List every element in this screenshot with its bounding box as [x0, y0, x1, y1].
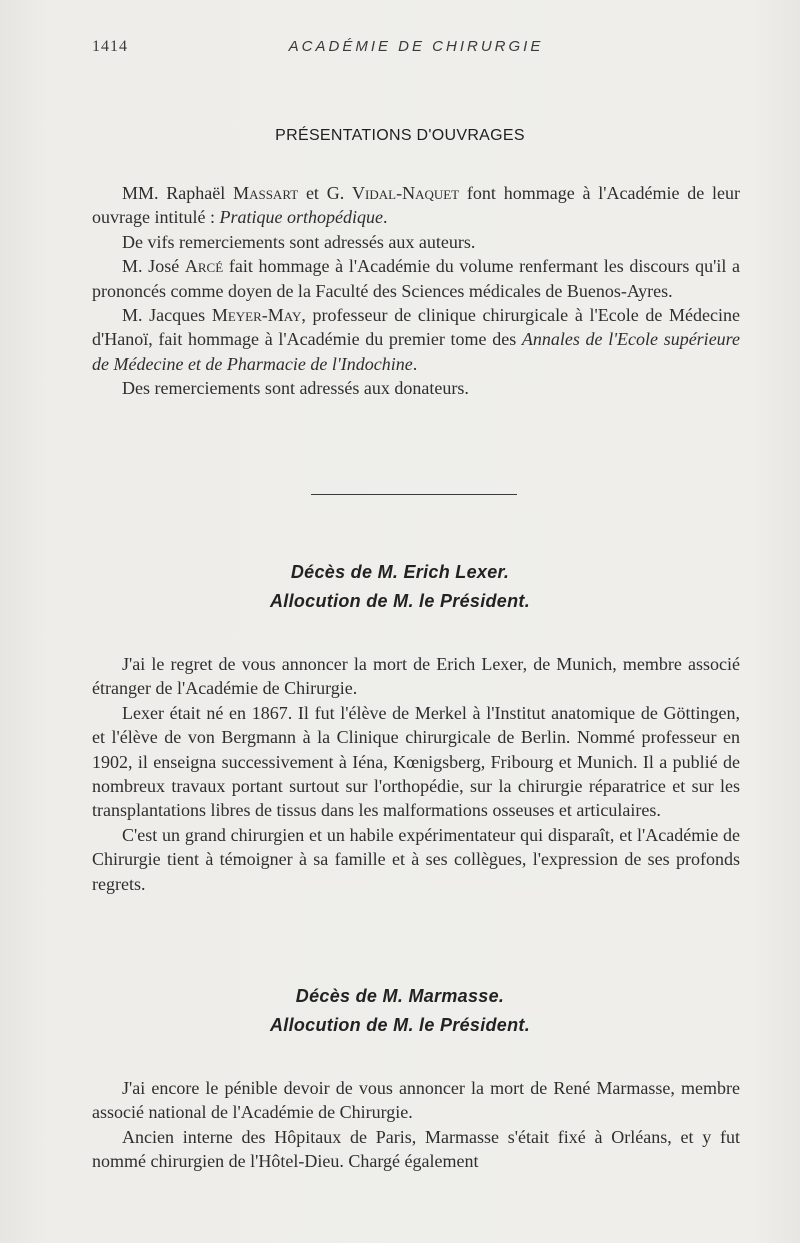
author-name: Meyer-May: [211, 305, 302, 326]
obituary-subtitle-marmasse: Allocution de M. le Président.: [269, 1015, 531, 1035]
obituary-paragraph: Lexer était né en 1867. Il fut l'élève de Merkel à l'Institut anatomique de Göttingen, et l'élève de von Bergmann à la Clinique chirurgicale de Berlin. Nommé professeur en 1902, il enseigna successivement à Iéna, Kœnigsberg, Fribourg et Munich. Il a publié de nombreux travaux portant surtout sur l'orthopédie, sur la chirurgie réparatrice et sur les transplantations libres de tissus dans les malformations osseuses et articulaires.: [92, 702, 740, 821]
presentation-paragraph-massart: MM. Raphaël Massart et G. Vidal-Naquet font hommage à l'Académie de leur ouvrage intitulé : Pratique orthopédique.: [92, 183, 741, 228]
obituary-body-marmasse: [92, 1076, 740, 1174]
presentation-thanks-donors: Des remerciements sont adressés aux donateurs.: [122, 378, 469, 399]
obituary-paragraph: J'ai le regret de vous annoncer la mort de Erich Lexer, de Munich, membre associé étranger de l'Académie de Chirurgie.: [92, 654, 740, 699]
obituary-body-lexer: [92, 652, 740, 896]
author-name: Arcé: [184, 256, 224, 277]
presentation-paragraph-meyer-may: M. Jacques Meyer-May, professeur de clinique chirurgicale à l'Ecole de Médecine d'Hanoï, fait hommage à l'Académie du premier tome des Annales de l'Ecole supérieure de Médecine et de Pharmacie de l'Indochine.: [92, 305, 741, 374]
book-title: Pratique orthopédique: [219, 207, 383, 228]
section-divider: [311, 494, 517, 495]
running-head: [92, 38, 740, 62]
obituary-title-marmasse: Décès de M. Marmasse.: [295, 986, 505, 1006]
obituary-paragraph: J'ai encore le pénible devoir de vous annoncer la mort de René Marmasse, membre associé national de l'Académie de Chirurgie.: [92, 1078, 740, 1123]
author-name: Massart: [233, 183, 299, 203]
journal-title: ACADÉMIE DE CHIRURGIE: [288, 38, 544, 55]
page-number: 1414: [92, 38, 128, 55]
obituary-title-lexer: Décès de M. Erich Lexer.: [290, 562, 510, 582]
author-name: Vidal-Naquet: [352, 183, 460, 203]
obituary-subtitle-lexer: Allocution de M. le Président.: [269, 591, 531, 611]
presentation-paragraph-arce: M. José Arcé fait hommage à l'Académie du volume renfermant les discours qu'il a prononcés comme doyen de la Faculté des Sciences médicales de Buenos-Ayres.: [92, 256, 740, 301]
presentations-section: [92, 181, 740, 401]
obituary-paragraph: C'est un grand chirurgien et un habile expérimentateur qui disparaît, et l'Académie de Chirurgie tient à témoigner à sa famille et à ses collègues, l'expression de ses profonds regrets.: [92, 824, 740, 894]
section-heading-presentations: PRÉSENTATIONS D'OUVRAGES: [275, 127, 525, 144]
obituary-paragraph: Ancien interne des Hôpitaux de Paris, Marmasse s'était fixé à Orléans, et y fut nommé chirurgien de l'Hôtel-Dieu. Chargé également: [92, 1126, 740, 1172]
book-title: Annales de l'Ecole supérieure de Médecine et de Pharmacie de l'Indochine: [92, 329, 741, 374]
presentation-thanks-authors: De vifs remerciements sont adressés aux auteurs.: [122, 231, 476, 252]
